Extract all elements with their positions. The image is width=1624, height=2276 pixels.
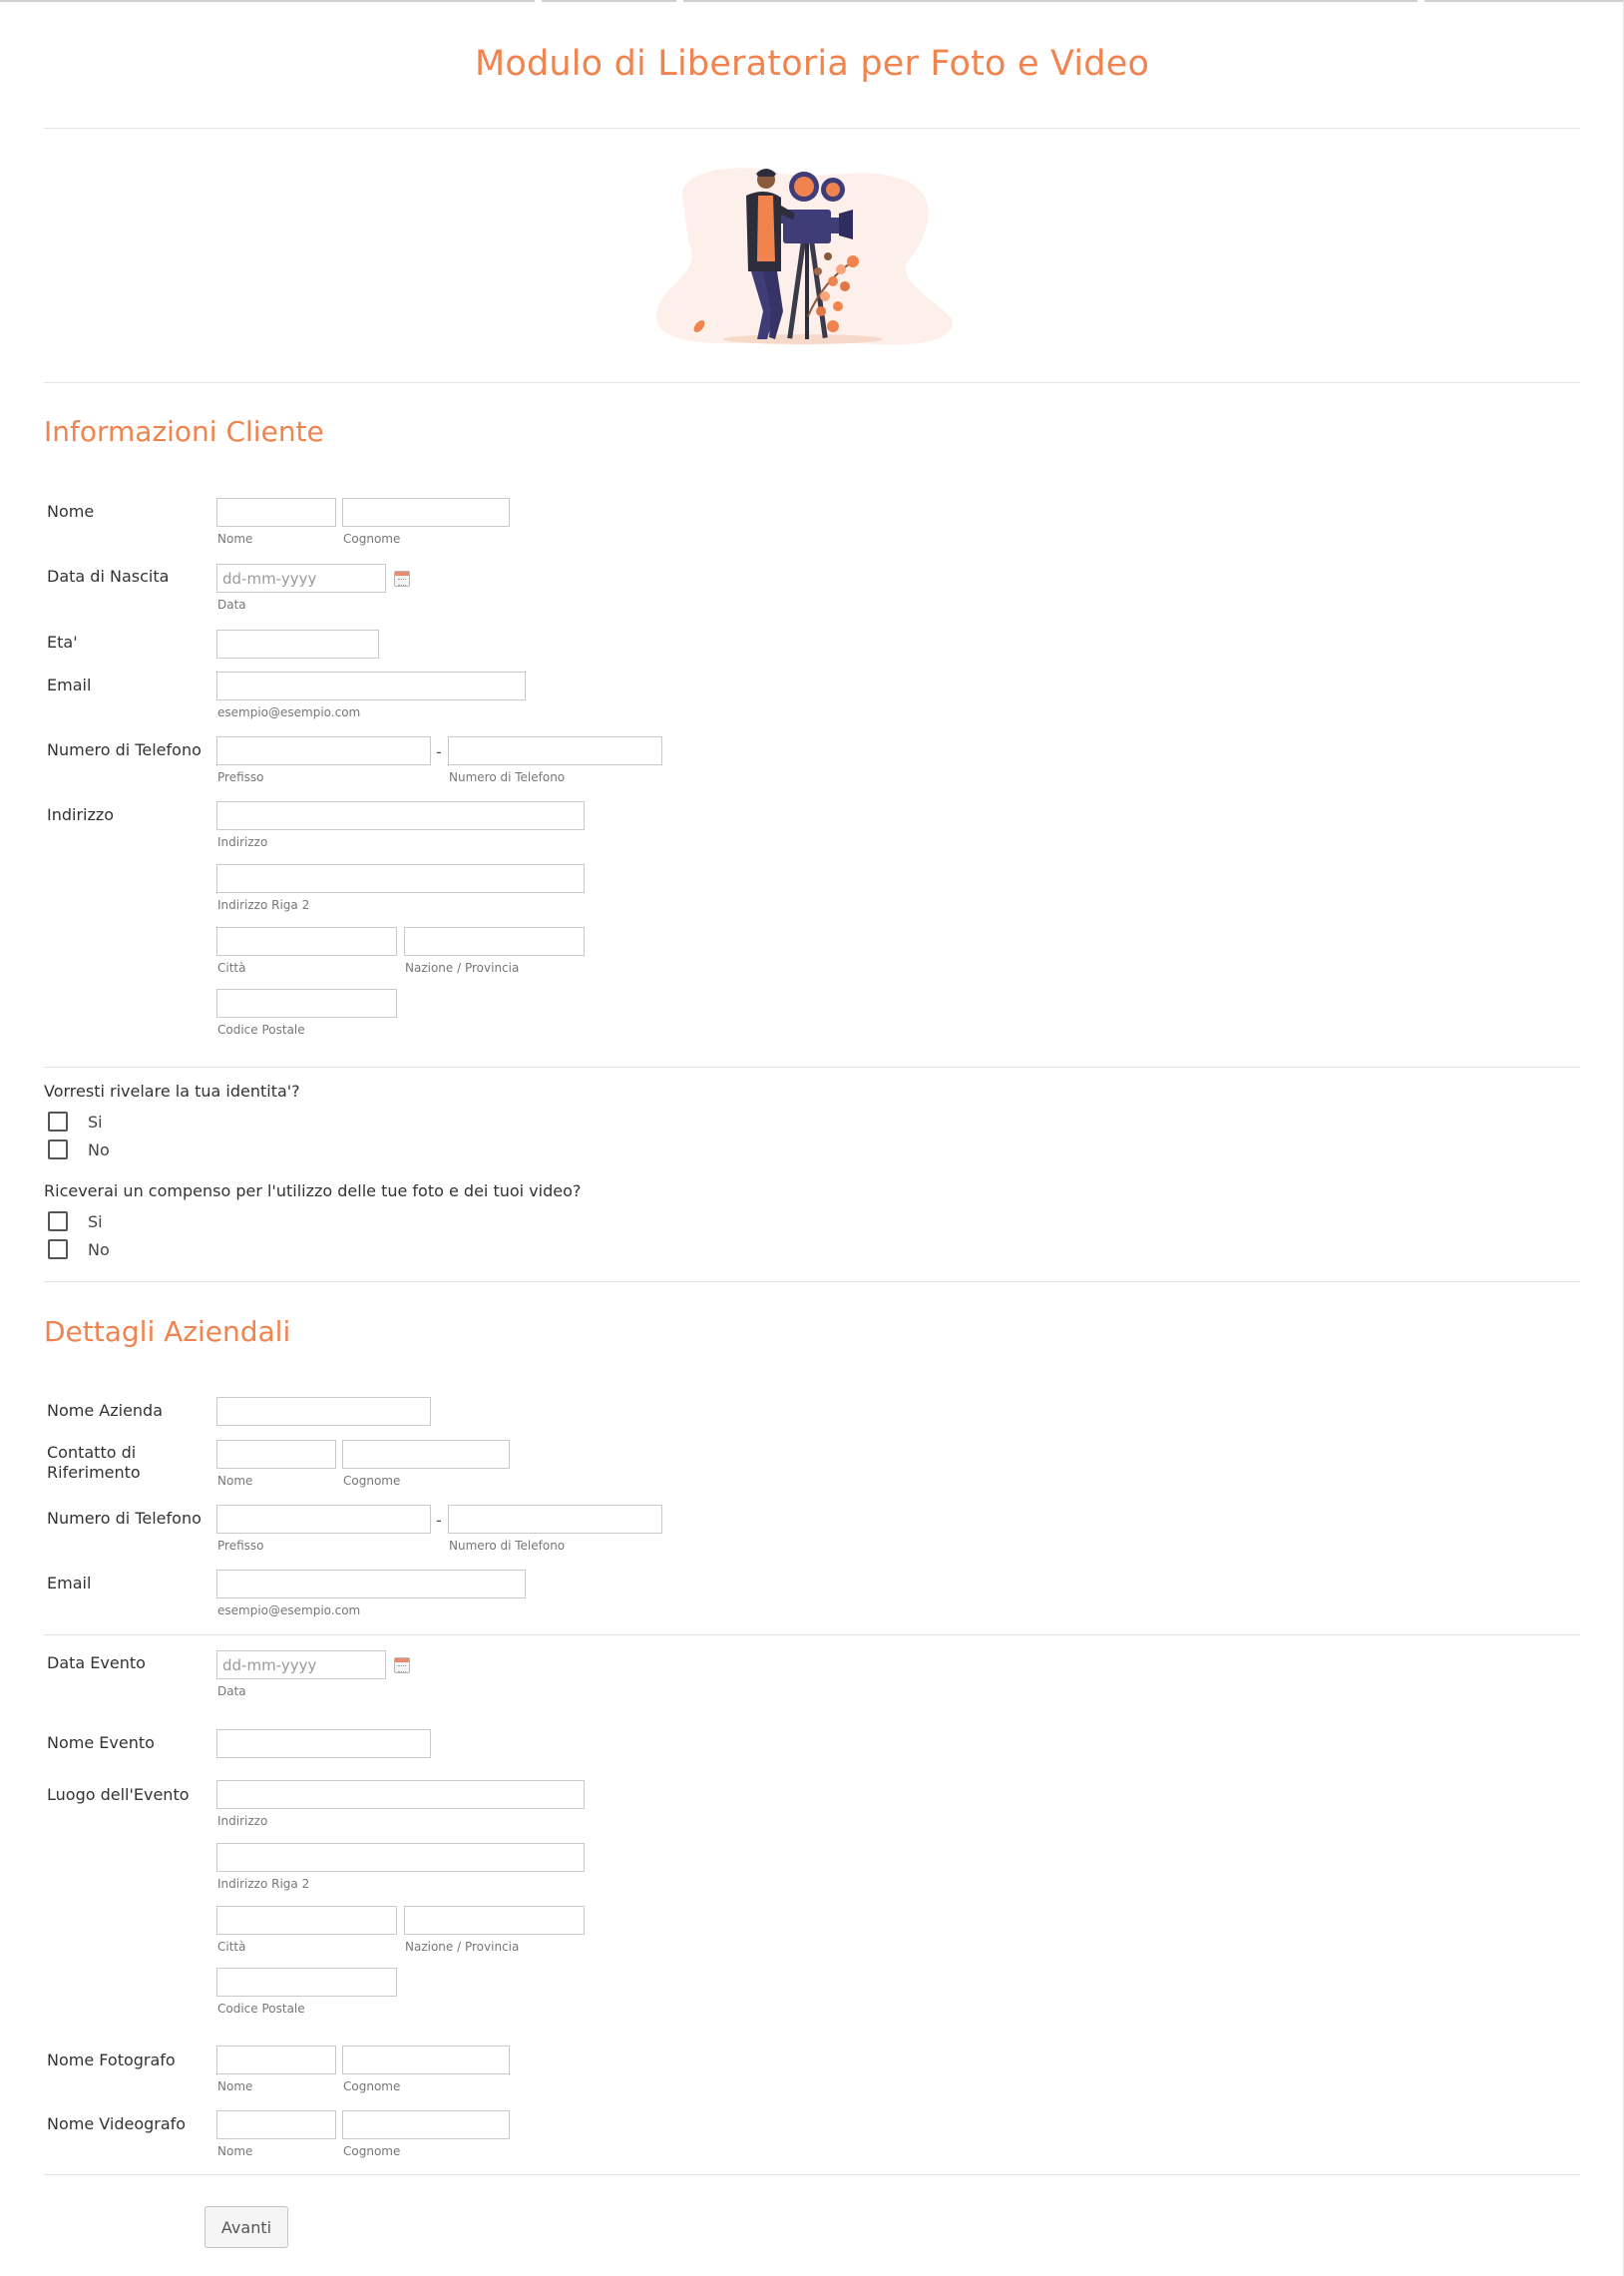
event-location-label: Luogo dell'Evento: [47, 1785, 190, 1804]
photographer-first-sublabel: Nome: [217, 2079, 253, 2093]
form-title: Modulo di Liberatoria per Foto e Video: [474, 44, 1150, 84]
divider: [44, 1281, 1580, 1282]
address-line2-sublabel: Indirizzo Riga 2: [217, 898, 310, 912]
birth-date-label: Data di Nascita: [47, 567, 170, 586]
company-name-label: Nome Azienda: [47, 1401, 164, 1420]
event-city-input[interactable]: [216, 1906, 397, 1935]
birth-date-sublabel: Data: [217, 598, 246, 612]
contact-last-name-input[interactable]: [342, 1440, 510, 1469]
age-label: Eta': [47, 633, 78, 652]
last-name-input[interactable]: [342, 498, 510, 527]
zip-input[interactable]: [216, 989, 397, 1018]
event-zip-sublabel: Codice Postale: [217, 2002, 305, 2016]
photographer-first-name-input[interactable]: [216, 2046, 336, 2074]
photographer-label: Nome Fotografo: [47, 2050, 176, 2069]
videographer-label: Nome Videografo: [47, 2114, 187, 2133]
company-email-label: Email: [47, 1574, 92, 1593]
section-title-company: Dettagli Aziendali: [44, 1315, 291, 1348]
event-name-label: Nome Evento: [47, 1733, 155, 1752]
email-input[interactable]: [216, 672, 526, 700]
city-sublabel: Città: [217, 961, 246, 975]
contact-last-sublabel: Cognome: [343, 1474, 401, 1488]
address-label: Indirizzo: [47, 805, 115, 824]
identity-yes-label[interactable]: Si: [88, 1113, 103, 1132]
divider: [44, 1634, 1580, 1635]
compensation-no-label[interactable]: No: [88, 1240, 110, 1259]
event-address-line1-sublabel: Indirizzo: [217, 1814, 268, 1828]
company-phone-label: Numero di Telefono: [47, 1509, 202, 1528]
zip-sublabel: Codice Postale: [217, 1023, 305, 1037]
contact-first-name-input[interactable]: [216, 1440, 336, 1469]
contact-first-sublabel: Nome: [217, 1474, 253, 1488]
identity-yes-checkbox[interactable]: [48, 1112, 68, 1132]
phone-label: Numero di Telefono: [47, 740, 202, 759]
company-name-input[interactable]: [216, 1397, 431, 1426]
event-date-sublabel: Data: [217, 1684, 246, 1698]
company-phone-number-input[interactable]: [448, 1505, 662, 1534]
photographer-last-sublabel: Cognome: [343, 2079, 401, 2093]
company-email-input[interactable]: [216, 1570, 526, 1598]
event-date-placeholder: dd-mm-yyyy: [222, 1656, 317, 1674]
identity-no-checkbox[interactable]: [48, 1139, 68, 1159]
name-label: Nome: [47, 502, 95, 521]
state-sublabel: Nazione / Provincia: [405, 961, 520, 975]
company-phone-number-sublabel: Numero di Telefono: [449, 1539, 566, 1553]
phone-number-sublabel: Numero di Telefono: [449, 770, 566, 784]
top-progress-stripes: [0, 0, 1624, 3]
phone-number-input[interactable]: [448, 736, 662, 765]
next-button[interactable]: Avanti: [204, 2206, 288, 2248]
event-date-label: Data Evento: [47, 1653, 146, 1672]
last-name-sublabel: Cognome: [343, 532, 401, 546]
divider: [44, 128, 1580, 129]
videographer-first-name-input[interactable]: [216, 2110, 336, 2139]
event-address-line1-input[interactable]: [216, 1780, 585, 1809]
divider: [44, 1067, 1580, 1068]
videographer-first-sublabel: Nome: [217, 2144, 253, 2158]
event-state-input[interactable]: [404, 1906, 585, 1935]
videographer-last-name-input[interactable]: [342, 2110, 510, 2139]
event-address-line2-sublabel: Indirizzo Riga 2: [217, 1877, 310, 1891]
birth-date-placeholder: dd-mm-yyyy: [222, 570, 317, 588]
divider: [44, 2174, 1580, 2175]
phone-dash: -: [436, 742, 442, 761]
company-phone-prefix-sublabel: Prefisso: [217, 1539, 264, 1553]
event-address-line2-input[interactable]: [216, 1843, 585, 1872]
compensation-no-checkbox[interactable]: [48, 1239, 68, 1259]
phone-prefix-sublabel: Prefisso: [217, 770, 264, 784]
compensation-question: Riceverai un compenso per l'utilizzo delle tue foto e dei tuoi video?: [44, 1181, 582, 1200]
compensation-yes-label[interactable]: Si: [88, 1212, 103, 1231]
contact-label: Contatto di Riferimento: [47, 1443, 141, 1482]
event-zip-input[interactable]: [216, 1968, 397, 1997]
identity-question: Vorresti rivelare la tua identita'?: [44, 1082, 300, 1101]
state-input[interactable]: [404, 927, 585, 956]
event-state-sublabel: Nazione / Provincia: [405, 1940, 520, 1954]
divider: [44, 382, 1580, 383]
event-name-input[interactable]: [216, 1729, 431, 1758]
address-line1-sublabel: Indirizzo: [217, 835, 268, 849]
phone-prefix-input[interactable]: [216, 736, 431, 765]
calendar-icon[interactable]: [394, 1657, 410, 1673]
age-input[interactable]: [216, 630, 379, 659]
company-phone-dash: -: [436, 1511, 442, 1530]
city-input[interactable]: [216, 927, 397, 956]
first-name-input[interactable]: [216, 498, 336, 527]
identity-no-label[interactable]: No: [88, 1140, 110, 1159]
compensation-yes-checkbox[interactable]: [48, 1211, 68, 1231]
section-title-client: Informazioni Cliente: [44, 415, 324, 448]
calendar-icon[interactable]: [394, 571, 410, 587]
event-city-sublabel: Città: [217, 1940, 246, 1954]
email-sublabel: esempio@esempio.com: [217, 705, 361, 719]
address-line1-input[interactable]: [216, 801, 585, 830]
email-label: Email: [47, 676, 92, 694]
address-line2-input[interactable]: [216, 864, 585, 893]
event-date-input[interactable]: [216, 1650, 386, 1679]
company-phone-prefix-input[interactable]: [216, 1505, 431, 1534]
photographer-illustration: [653, 162, 971, 347]
photographer-last-name-input[interactable]: [342, 2046, 510, 2074]
company-email-sublabel: esempio@esempio.com: [217, 1603, 361, 1617]
birth-date-input[interactable]: [216, 564, 386, 593]
videographer-last-sublabel: Cognome: [343, 2144, 401, 2158]
first-name-sublabel: Nome: [217, 532, 253, 546]
